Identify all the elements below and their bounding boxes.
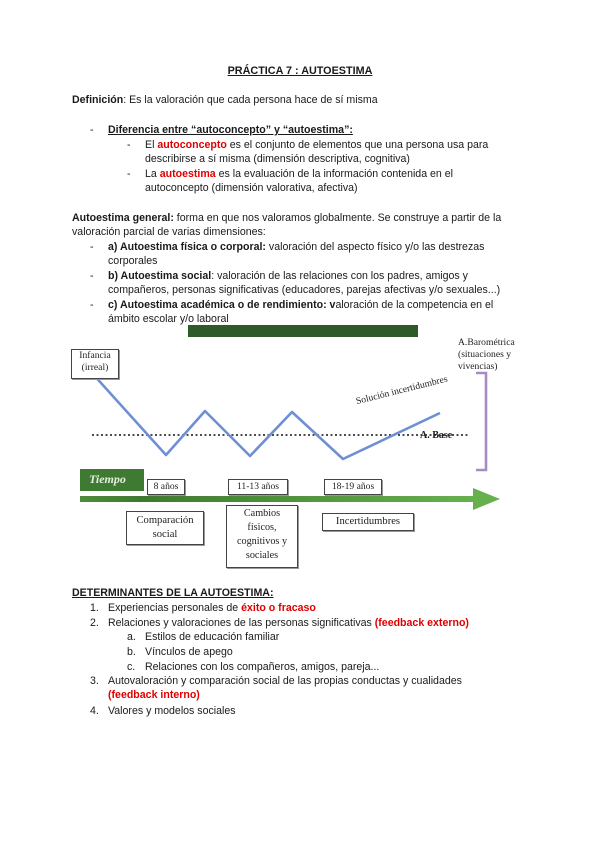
item-label: b) Autoestima social <box>108 270 212 282</box>
det-num-3: 3. <box>90 675 99 687</box>
infancia-box <box>71 349 119 379</box>
general-line1: forma en que nos valoramos globalmente. Se construye a partir de la <box>173 212 502 224</box>
box2-line4: sociales <box>245 550 279 561</box>
item-line2: ámbito escolar y/o laboral <box>108 313 229 326</box>
det-num-1: 1. <box>90 602 99 614</box>
term-autoconcepto: autoconcepto <box>157 139 227 151</box>
det-item-2-text: Relaciones y valoraciones de las personas significativas <box>108 617 375 629</box>
item-pre: El <box>145 139 158 151</box>
det-item-1 <box>108 601 316 615</box>
general-item-social <box>108 269 568 297</box>
difference-dash-1: - <box>127 139 131 151</box>
comparacion-social-box <box>126 511 204 545</box>
barometrica-label <box>458 337 548 373</box>
barometric-bracket <box>476 373 486 470</box>
definition-label: Definición <box>72 94 124 106</box>
infancia-line1: Infancia <box>79 350 111 361</box>
box1-line2: social <box>152 529 178 540</box>
det-sub-num-b: b. <box>127 646 136 658</box>
item-line1: es la evaluación de la información contenida en el <box>215 168 454 180</box>
item-line2: compañeros, personas significativas (educadores, parejas afectivas y/o sexuales...) <box>108 284 501 297</box>
tiempo-label: Tiempo <box>89 472 126 486</box>
difference-bullet: - <box>90 124 94 136</box>
barometrica-line3: vivencias) <box>458 361 498 372</box>
age-box-8: 8 años <box>147 479 185 495</box>
general-item-academica <box>108 298 548 326</box>
barometrica-line1: A.Barométrica <box>458 337 515 348</box>
det-sub-num-c: c. <box>127 661 136 673</box>
item-line2: corporales <box>108 255 158 268</box>
difference-item-autoconcepto <box>145 138 545 166</box>
det-item-2-highlight: (feedback externo) <box>374 617 469 629</box>
det-item-4: Valores y modelos sociales <box>108 705 236 717</box>
item-line2: describirse a sí misma (dimensión descriptiva, cognitiva) <box>145 153 410 166</box>
diagram-top-bar <box>188 325 418 337</box>
item-line1: : valoración de las relaciones con los padres, amigos y <box>211 270 468 282</box>
box2-line1: Cambios <box>243 508 281 519</box>
general-paragraph <box>72 211 542 239</box>
det-num-2: 2. <box>90 617 99 629</box>
base-label: A. Base <box>420 430 453 441</box>
det-item-1-text: Experiencias personales de <box>108 602 242 614</box>
time-arrow-shaft <box>80 496 475 502</box>
item-label: c) Autoestima académica o de rendimiento: v <box>108 299 336 311</box>
item-line1: aloración de la competencia en el <box>335 299 494 311</box>
general-label: Autoestima general: <box>72 212 174 224</box>
det-item-3-highlight: (feedback interno) <box>108 689 200 702</box>
det-item-3 <box>108 674 548 702</box>
box2-line3: cognitivos y <box>236 536 288 547</box>
det-sub-num-a: a. <box>127 631 136 643</box>
general-dash-b: - <box>90 270 94 282</box>
det-sub-item-c: Relaciones con los compañeros, amigos, pareja... <box>145 661 380 673</box>
age-box-18-19: 18-19 años <box>324 479 382 495</box>
cambios-box <box>226 505 298 568</box>
item-line1: es el conjunto de elementos que una persona usa para <box>226 139 489 151</box>
page-title: PRÁCTICA 7 : AUTOESTIMA <box>227 65 373 77</box>
general-item-fisica <box>108 240 548 268</box>
det-item-2 <box>108 616 469 630</box>
time-arrow-head <box>473 488 500 510</box>
difference-dash-2: - <box>127 168 131 180</box>
det-num-4: 4. <box>90 705 99 717</box>
solucion-label: Solución incertidumbres <box>354 373 449 408</box>
item-line2: autoconcepto (dimensión valorativa, afectiva) <box>145 182 358 195</box>
det-sub-item-a: Estilos de educación familiar <box>145 631 280 643</box>
item-label: a) Autoestima física o corporal: <box>108 241 266 253</box>
general-dash-c: - <box>90 299 94 311</box>
incertidumbres-box: Incertidumbres <box>322 513 414 531</box>
det-item-3-text: Autovaloración y comparación social de las propias conductas y cualidades <box>108 675 462 687</box>
definition-line <box>72 93 378 107</box>
age-box-11-13: 11-13 años <box>228 479 288 495</box>
box2-line2: físicos, <box>247 522 277 533</box>
definition-text: : Es la valoración que cada persona hace de sí misma <box>123 94 378 106</box>
general-dash-a: - <box>90 241 94 253</box>
term-autoestima: autoestima <box>159 168 216 180</box>
self-esteem-diagram <box>0 325 600 570</box>
infancia-line2: (irreal) <box>81 362 109 373</box>
item-pre: La <box>145 168 160 180</box>
det-sub-item-b: Vínculos de apego <box>145 646 233 658</box>
general-line2: valoración parcial de varias dimensiones: <box>72 226 266 239</box>
determinants-heading: DETERMINANTES DE LA AUTOESTIMA: <box>72 587 274 599</box>
box1-line1: Comparación <box>136 515 194 526</box>
det-item-1-highlight: éxito o fracaso <box>241 602 316 614</box>
difference-item-autoestima <box>145 167 545 195</box>
item-line1: valoración del aspecto físico y/o las destrezas <box>265 241 485 253</box>
barometrica-line2: (situaciones y <box>458 349 512 360</box>
difference-heading: Diferencia entre “autoconcepto” y “autoestima”: <box>108 124 353 136</box>
